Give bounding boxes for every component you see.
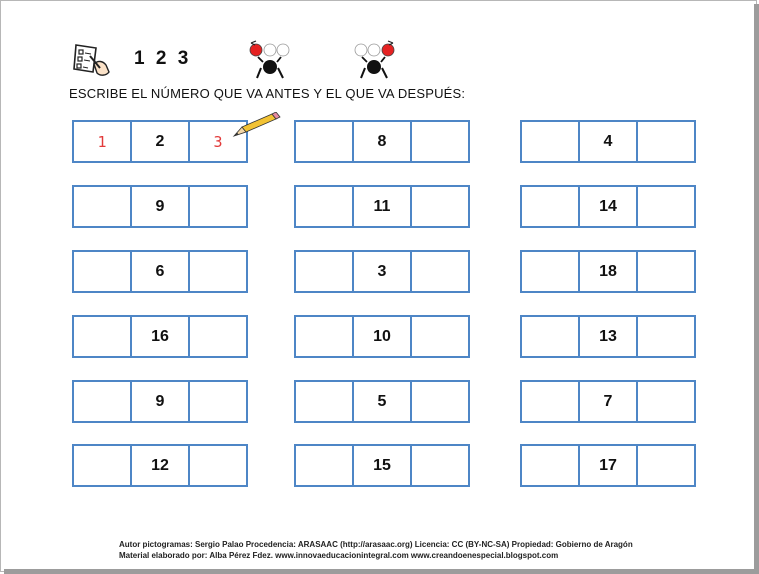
before-pictogram-icon [247,40,291,80]
answer-after-cell[interactable]: 3 [188,120,248,163]
number-row [294,315,474,358]
answer-after-cell[interactable] [410,444,470,487]
answer-after-cell[interactable] [410,250,470,293]
given-number-cell: 10 [352,315,412,358]
answer-after-cell[interactable] [636,380,696,423]
answer-before-cell[interactable] [72,444,132,487]
number-row [294,185,474,228]
answer-after-cell[interactable] [188,380,248,423]
given-number-cell: 16 [130,315,190,358]
answer-before-cell[interactable] [520,380,580,423]
footer-credits [119,539,633,561]
given-number-cell: 17 [578,444,638,487]
given-number-cell: 6 [130,250,190,293]
answer-before-cell[interactable] [72,250,132,293]
number-row [520,250,700,293]
number-row [72,315,252,358]
answer-after-cell[interactable] [410,120,470,163]
answer-before-cell[interactable] [520,120,580,163]
answer-before-cell[interactable] [72,185,132,228]
given-number-cell: 11 [352,185,412,228]
given-number-cell: 13 [578,315,638,358]
given-number-cell: 7 [578,380,638,423]
number-row [520,444,700,487]
answer-before-cell[interactable] [294,250,354,293]
number-row [294,444,474,487]
given-number-cell: 15 [352,444,412,487]
given-number-cell: 4 [578,120,638,163]
number-row [520,185,700,228]
given-number-cell: 12 [130,444,190,487]
number-row [72,444,252,487]
answer-before-cell[interactable] [72,380,132,423]
answer-after-cell[interactable] [410,315,470,358]
answer-after-cell[interactable] [636,444,696,487]
answer-before-cell[interactable]: 1 [72,120,132,163]
given-number-cell: 9 [130,185,190,228]
number-row [294,250,474,293]
answer-after-cell[interactable] [636,120,696,163]
answer-before-cell[interactable] [72,315,132,358]
number-row [294,380,474,423]
answer-before-cell[interactable] [520,250,580,293]
number-row [520,120,700,163]
example-row [72,120,252,163]
number-row [72,250,252,293]
answer-before-cell[interactable] [294,120,354,163]
answer-before-cell[interactable] [520,185,580,228]
pencil-icon [232,112,282,138]
answer-after-cell[interactable] [410,380,470,423]
number-row [294,120,474,163]
answer-after-cell[interactable] [188,250,248,293]
writing-hand-icon [72,42,112,78]
given-number-cell: 2 [130,120,190,163]
answer-before-cell[interactable] [520,315,580,358]
answer-after-cell[interactable] [188,185,248,228]
answer-after-cell[interactable] [636,250,696,293]
answer-before-cell[interactable] [294,380,354,423]
number-row [72,185,252,228]
after-pictogram-icon [353,40,397,80]
answer-before-cell[interactable] [294,185,354,228]
given-number-cell: 14 [578,185,638,228]
sequence-label: 1 2 3 [134,48,192,69]
answer-after-cell[interactable] [188,315,248,358]
answer-before-cell[interactable] [294,444,354,487]
page-shadow-bottom [4,569,759,574]
answer-before-cell[interactable] [520,444,580,487]
number-row [520,315,700,358]
footer-line-1: Autor pictogramas: Sergio Palao Procedencia: ARASAAC (http://arasaac.org) Licencia: CC (BY-NC-SA) Propiedad: Gobierno de Aragón [119,540,633,549]
answer-after-cell[interactable] [636,315,696,358]
answer-after-cell[interactable] [636,185,696,228]
given-number-cell: 5 [352,380,412,423]
instruction-text: ESCRIBE EL NÚMERO QUE VA ANTES Y EL QUE VA DESPUÉS: [69,86,466,101]
number-row [520,380,700,423]
given-number-cell: 18 [578,250,638,293]
given-number-cell: 9 [130,380,190,423]
answer-before-cell[interactable] [294,315,354,358]
number-row [72,380,252,423]
given-number-cell: 8 [352,120,412,163]
page-shadow-right [754,4,759,574]
answer-after-cell[interactable] [410,185,470,228]
given-number-cell: 3 [352,250,412,293]
footer-line-2: Material elaborado por: Alba Pérez Fdez. www.innovaeducacionintegral.com www.creandoenespecial.blogspot.com [119,551,559,560]
answer-after-cell[interactable] [188,444,248,487]
